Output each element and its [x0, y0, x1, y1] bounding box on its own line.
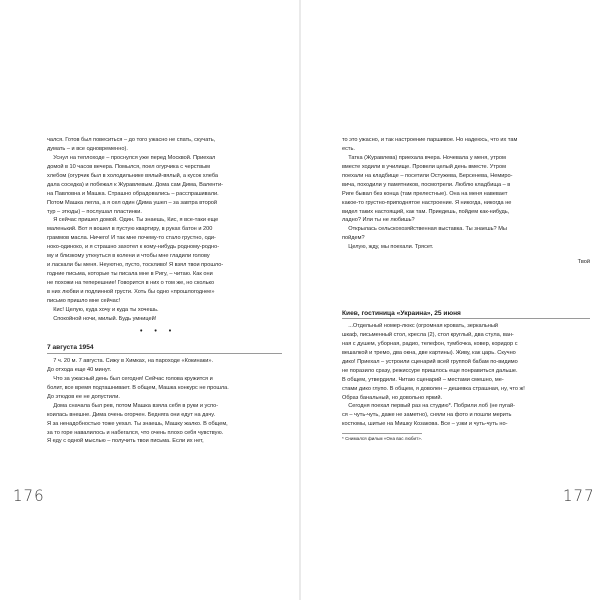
text-line: не похожи на теперешние! Говорится в них о том же, но сколько	[47, 280, 215, 286]
text-line: До этюдов ее не допустили.	[47, 393, 120, 400]
right-page	[300, 0, 600, 600]
text-line: вича, походили у памятников, посмотрели. Люблю кладбища – в	[342, 181, 511, 188]
text-line: на Павловна и Машка. Страшно обрадовались – расспрашивали.	[47, 190, 219, 197]
text-line: До отхода еще 40 минут.	[47, 366, 112, 373]
text-line: ...Отдельный номер-люкс (огромная кровать, зеркальный	[342, 323, 499, 329]
text-line: хлебом (огурчик был в холодильнике вялый-вялый, а кусок хлеба	[47, 172, 219, 179]
text-line: годние письма, которые ты писала мне в Ригу, – читаю. Как они	[47, 271, 213, 278]
text-line: Кис! Целую, куда хочу и куда ты хочешь.	[47, 306, 159, 313]
text-line: болит, все время подташнивает. В общем, Машка конкурс не прошла.	[47, 384, 229, 391]
text-line: Уснул на теплоходе – проснулся уже перед Москвой. Приехал	[47, 154, 216, 161]
text-line: шкаф, письменный стол, кресла (2), стол круглый, два стула, ван-	[342, 331, 514, 338]
footnote-rule	[342, 433, 422, 434]
text-line: стами дико глупо. В общем, я доволен – дешевка страшная, ну, что ж!	[342, 385, 525, 392]
text-line: чался. Готов был повеситься – до того ужасно не спать, скучать,	[47, 137, 216, 143]
text-line: ладно? Или ты не любишь?	[342, 217, 415, 224]
text-line: Целую, жду, мы поехали. Трясет.	[342, 244, 434, 251]
text-line: Дома сначала был рев, потом Машка взяла себя в руки и успо-	[47, 402, 219, 409]
text-line: то это ужасно, и так настроение паршивое. Но надеюсь, что их там	[342, 137, 518, 143]
right-page-body-bottom	[342, 322, 590, 429]
footnote: * Снимался фильм «Она вас любит».	[342, 436, 423, 441]
section-separator: • • •	[140, 328, 177, 335]
text-line: Спокойной ночи, милый. Будь умницей!	[47, 315, 157, 322]
page-number-right: 177	[563, 486, 595, 506]
text-line: пойдем?	[342, 235, 365, 242]
text-line: 7 ч. 20 м. 7 августа. Сижу в Химках, на пароходе «Кокинаки».	[47, 358, 213, 364]
text-line: вешалкой и тремо, два окна, две картины). Живу, как царь. Скучно	[342, 349, 516, 356]
text-line: Что за ужасный день был сегодня! Сейчас голова кружится и	[47, 375, 213, 382]
text-line: Открылась сельскохозяйственная выставка. Ты знаешь? Мы	[342, 226, 507, 233]
text-line: костюмы, шитые на Мишку Козакова. Все – узки и чуть-чуть но-	[342, 421, 508, 428]
text-line: поехали на кладбище – посетили Остужева, Берсенева, Немиро-	[342, 172, 513, 179]
text-line: письмо пришло мне сейчас!	[47, 297, 121, 304]
text-line: Татка (Журавлева) приехала вчера. Ночевала у меня, утром	[342, 154, 506, 161]
text-line: Я за ненадобностью тоже уехал. Ты знаешь, Машку жалко. В общем,	[47, 420, 228, 427]
text-line: есть.	[342, 145, 355, 152]
text-line: дала соседка) и побежал к Журавлевым. Дома сам Дима, Валенти-	[47, 181, 223, 188]
text-line: маленький. Вот я вошел в пустую квартиру, в руках батон и 200	[47, 226, 213, 233]
text-line: какое-то грустно-приподнятое настроение. Я никогда, никогда не	[342, 199, 512, 206]
text-line: домой в 10 часов вечера. Помылся, поел огурчика с черствым	[47, 163, 210, 170]
text-line: дико! Приехал – устроили сценарий всей группой бабам по-видимо	[342, 358, 518, 365]
right-page-body-top	[342, 136, 590, 252]
text-line: ная с душем, уборная, радио, телефон, тумбочка, ковер, коридор с	[342, 340, 518, 347]
text-line: ноко-одиноко, и я страшно захотел к кому-нибудь родному-родно-	[47, 244, 220, 251]
text-line: думать – и все одновременно).	[47, 145, 128, 152]
text-line: Сегодня поехал первый раз на студию*. Побрили лоб (не пугай-	[342, 403, 516, 410]
text-line: му и близкому уткнуться в колени и чтобы мне гладили голову	[47, 253, 210, 260]
text-line: вместе ходили в училище. Провели целый день вместе. Утром	[342, 163, 506, 170]
text-line: тур – этюды) – послушал пластинки.	[47, 208, 142, 215]
text-line: не поразило сразу, режиссуре пришлось еще понравиться дальше.	[342, 367, 518, 374]
text-line: Потом Машка легла, а я сел один (Дима ушел – за завтра второй	[47, 199, 218, 206]
text-line: за то горе навалилось и набегался, что очень плохо себя чувствую.	[47, 429, 224, 436]
place-heading: Киев, гостиница «Украина», 25 июня	[342, 310, 461, 317]
text-line: В общем, утвердили. Читаю сценарий – местами смешно, ме-	[342, 376, 504, 383]
left-page-body-bottom	[47, 357, 282, 446]
page-number-left: 176	[13, 486, 45, 506]
heading-underline	[342, 318, 590, 319]
text-line: видел таких настоящий, как там. Приедешь, пойдем как-нибудь,	[342, 208, 510, 215]
text-line: Я сейчас пришел домой. Один. Ты знаешь, Кис, я все-таки еще	[47, 217, 219, 224]
text-line: Я еду с одной мыслью – получить твои письма. Если их нет,	[47, 438, 204, 445]
text-line: Риге бывал без конца (там прелестные). Она на меня навевает	[342, 190, 508, 197]
left-page-body-top	[47, 136, 282, 324]
text-line: в них любви и подлинной грусти. Хоть бы одно «прошлогоднее»	[47, 288, 215, 295]
text-line: и ласкали бы меня. Неуютно, пусто, тоскливо! Я взял твои прошло-	[47, 262, 224, 269]
text-line: Образ банальный, но довольно яркий.	[342, 394, 443, 401]
heading-underline	[47, 353, 282, 354]
text-line: коилась внешне. Дима очень огорчен. Бедняга они едут на дачу.	[47, 411, 216, 418]
text-line: ся – чуть-чуть, даже не заметно), сняли на фото и пошли мерить	[342, 412, 512, 419]
date-heading: 7 августа 1954	[47, 344, 94, 351]
text-line: граммов масла. Ничего! И так мне почему-то стало грустно, оди-	[47, 235, 216, 242]
signature: Твой	[577, 259, 590, 265]
